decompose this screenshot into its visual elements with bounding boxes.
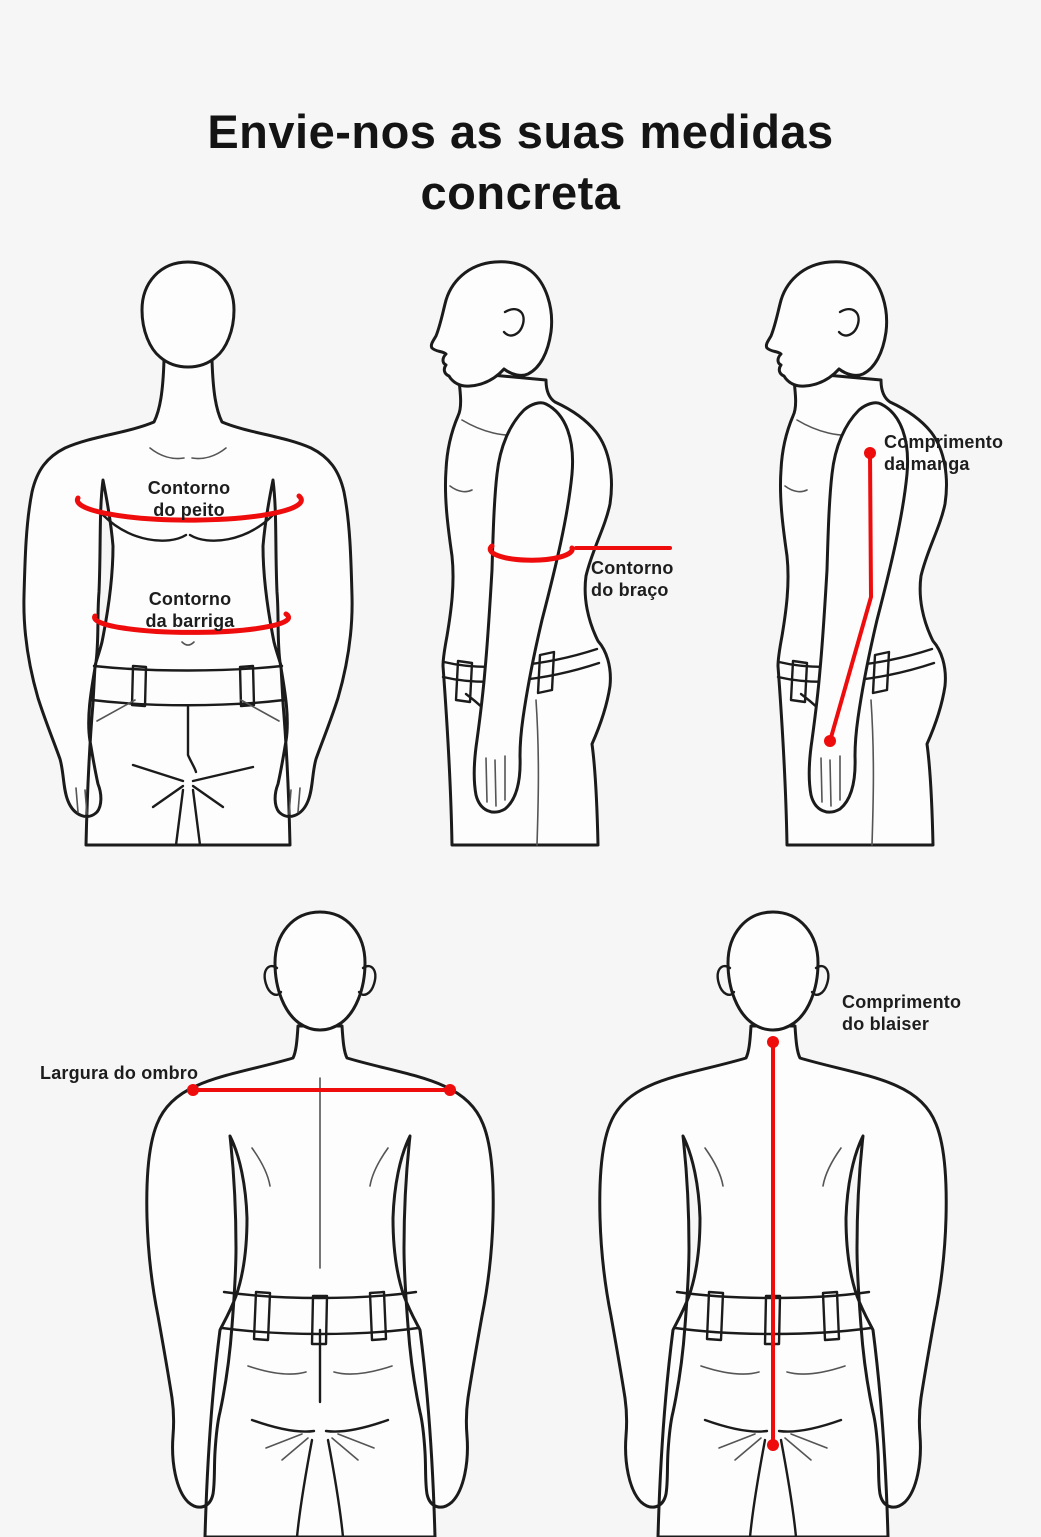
side-figure-sleeve [766, 262, 946, 845]
side-figure-arm [431, 262, 611, 845]
shoulder-width-label: Largura do ombro [40, 1063, 199, 1083]
back-figure-shoulder [147, 912, 493, 1537]
blazer-length-label: Comprimento do blaiser [842, 992, 962, 1034]
page-title-line2: concreta [420, 166, 621, 219]
belly-circumference-label: Contorno da barriga [145, 589, 235, 631]
sleeve-length-label: Comprimento da manga [884, 432, 1004, 474]
arm-circumference-label: Contorno do braço [591, 558, 674, 600]
page-title-line1: Envie-nos as suas medidas [207, 105, 834, 158]
chest-circumference-label: Contorno do peito [147, 478, 231, 520]
front-figure [24, 262, 352, 845]
